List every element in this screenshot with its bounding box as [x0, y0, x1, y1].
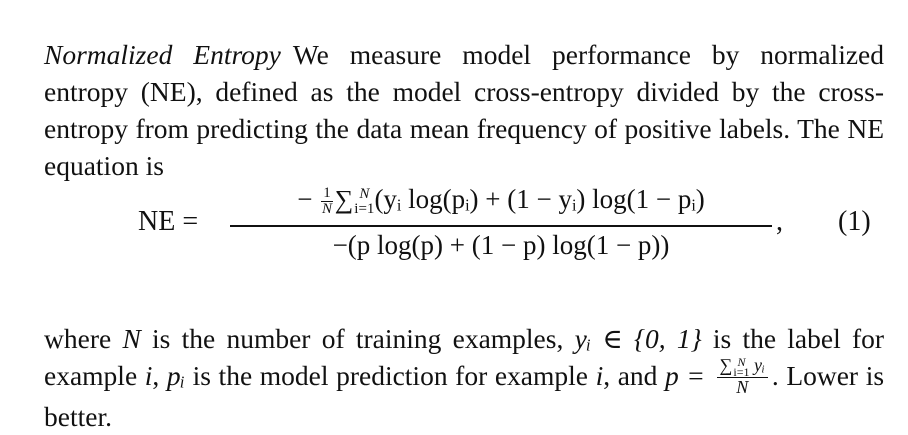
one-over-n-numerator: 1 [321, 186, 333, 202]
equation-number: (1) [838, 206, 871, 238]
equation-comma: , [776, 206, 783, 238]
def-text-prediction: is the model prediction for example [193, 360, 588, 391]
p-fraction-denominator: N [717, 378, 768, 396]
numerator-minus: − [297, 184, 312, 214]
def-text-conclusion: . Lower is better. [44, 360, 884, 433]
summation-symbol: ∑ [335, 185, 354, 214]
summation-limits [354, 187, 374, 217]
one-over-n-denominator: N [321, 202, 333, 217]
def-text-comma: , [152, 360, 159, 391]
equation-denominator: −(p log(p) + (1 − p) log(1 − p)) [230, 230, 772, 261]
numerator-body: (yᵢ log(pᵢ) + (1 − yᵢ) log(1 − pᵢ) [374, 184, 704, 214]
p-fraction-numerator [717, 356, 768, 378]
def-text-and: , and [603, 360, 657, 391]
p-summation-body: yᵢ [754, 355, 765, 375]
paragraph-definitions [44, 320, 884, 435]
p-mean-fraction [717, 356, 768, 396]
one-over-n-fraction [321, 186, 333, 217]
p-summation-symbol: ∑ [720, 355, 733, 375]
p-summation-lower: i=1 [733, 367, 749, 377]
var-n: N [122, 323, 140, 354]
var-pi: pᵢ [167, 360, 185, 391]
fraction-bar [230, 225, 772, 227]
var-i-second: i [596, 360, 604, 391]
def-text-training: is the number of training examples, [152, 323, 563, 354]
ne-equation [0, 178, 908, 276]
equation-lhs: NE = [138, 206, 198, 238]
equation-fraction [230, 178, 772, 276]
yi-set: yᵢ ∈ {0, 1} [575, 323, 702, 354]
def-text-label: is the label for example [44, 323, 884, 391]
paragraph-heading: Normalized Entropy [44, 39, 281, 70]
summation-lower-limit: i=1 [354, 202, 374, 217]
var-i-first: i [145, 360, 153, 391]
paragraph-intro-text: We measure model performance by normalized entropy (NE), defined as the model cross-entropy divided by the cross-entropy from predicting the data mean frequency of positive labels. The NE equation is [44, 39, 884, 181]
var-p: p = [665, 360, 705, 391]
def-text-where: where [44, 323, 111, 354]
equation-numerator [230, 184, 772, 217]
p-summation-limits [733, 357, 749, 377]
p-summation-upper: N [733, 357, 749, 367]
summation-upper-limit: N [354, 187, 374, 202]
paragraph-normalized-entropy [44, 36, 884, 184]
